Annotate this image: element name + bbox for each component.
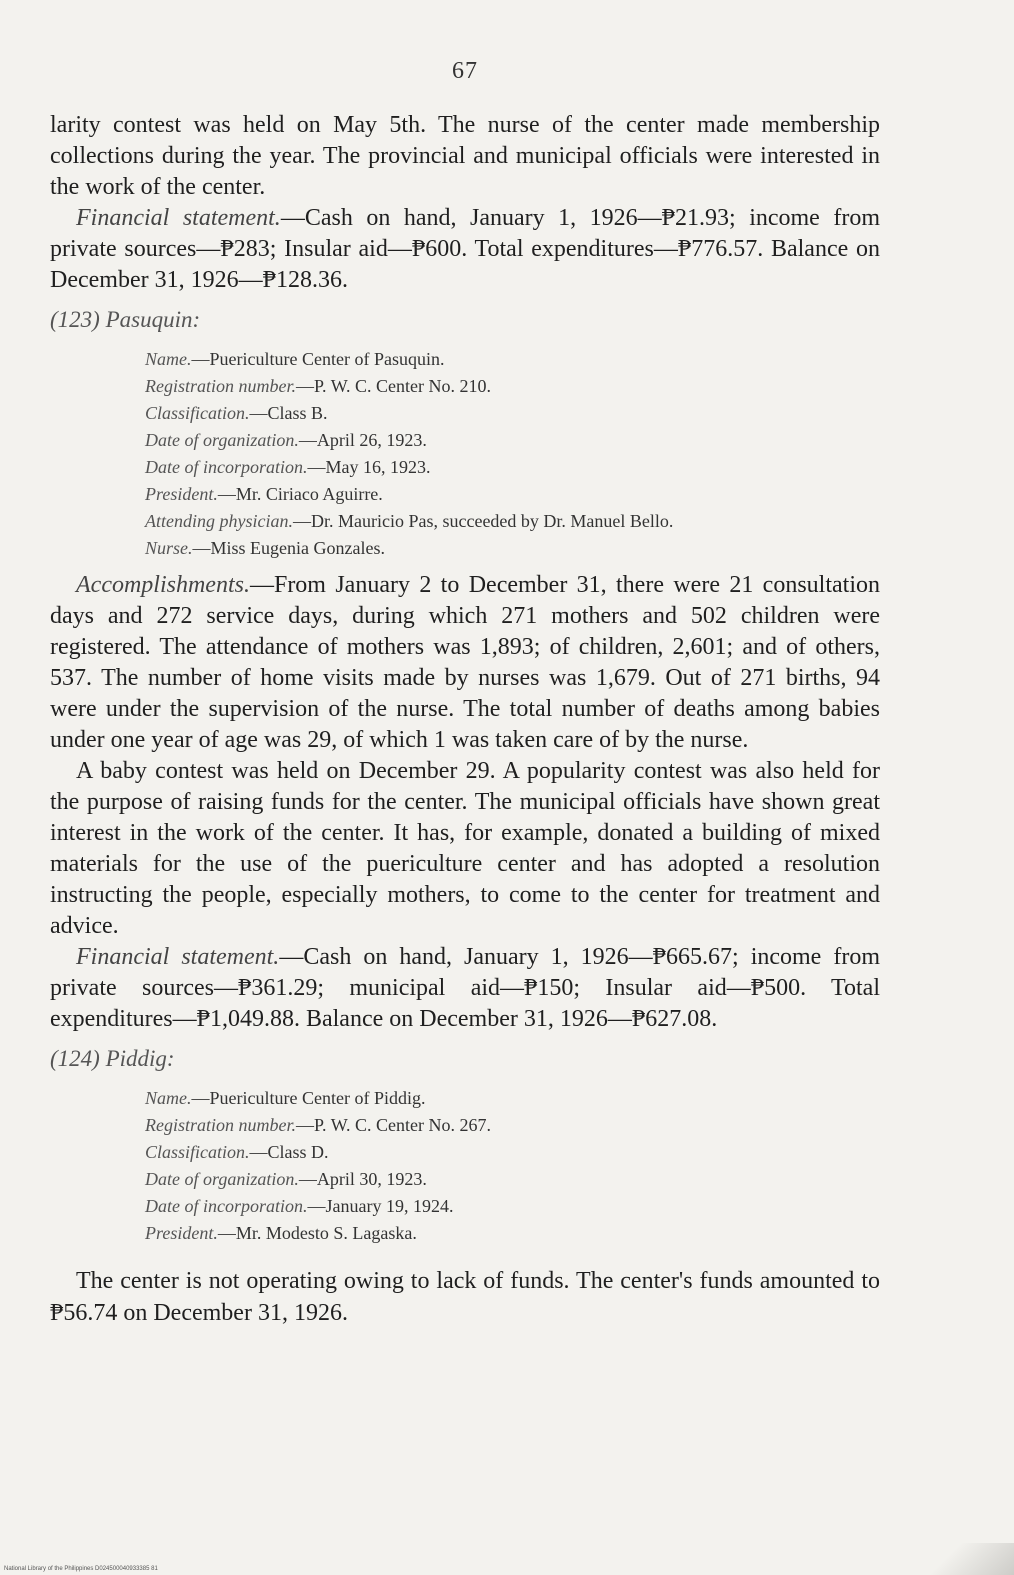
closing-paragraph: The center is not operating owing to lack of funds. The center's funds amounted to ₱56.74 on December 31, 1926. bbox=[50, 1268, 880, 1326]
intro-paragraph: larity contest was held on May 5th. The nurse of the center made membership collections during the year. The provincial and municipal officials were interested in the work of the center. bbox=[50, 112, 880, 200]
detail-item bbox=[145, 1139, 880, 1166]
detail-label: Nurse. bbox=[145, 538, 193, 558]
detail-item bbox=[145, 454, 880, 481]
detail-label: Classification. bbox=[145, 1142, 250, 1162]
detail-item bbox=[145, 373, 880, 400]
detail-item bbox=[145, 535, 880, 562]
detail-item bbox=[145, 1220, 880, 1247]
detail-label: Registration number. bbox=[145, 376, 296, 396]
detail-value: —April 30, 1923. bbox=[298, 1169, 427, 1189]
detail-value: —Miss Eugenia Gonzales. bbox=[192, 538, 385, 558]
detail-label: President. bbox=[145, 1223, 218, 1243]
financial-statement-text: —Cash on hand, January 1, 1926—₱21.93; income from private sources—₱283; Insular aid—₱600. Total expenditures—₱776.57. Balance on December 31, 1926—₱128.36. bbox=[50, 205, 880, 293]
detail-item bbox=[145, 1085, 880, 1112]
contest-paragraph: A baby contest was held on December 29. A popularity contest was also held for the purpose of raising funds for the center. The municipal officials have shown great interest in the work of the center. It has, for example, donated a building of mixed materials for the use of the puericulture center and has adopted a resolution instructing the people, especially mothers, to come to the center for treatment and advice. bbox=[50, 758, 880, 939]
detail-value: —April 26, 1923. bbox=[298, 430, 427, 450]
detail-label: President. bbox=[145, 484, 218, 504]
detail-value: —Class D. bbox=[249, 1142, 329, 1162]
detail-item bbox=[145, 1166, 880, 1193]
pasuquin-details-list bbox=[145, 346, 880, 562]
detail-value: —May 16, 1923. bbox=[307, 457, 431, 477]
financial-statement-text: —Cash on hand, January 1, 1926—₱665.67; income from private sources—₱361.29; municipal aid—₱150; Insular aid—₱500. Total expenditures—₱1,049.88. Balance on December 31, 1926—₱627.08. bbox=[50, 944, 880, 1032]
detail-value: —Puericulture Center of Piddig. bbox=[191, 1088, 426, 1108]
intro-financial-statement bbox=[50, 203, 880, 296]
detail-item bbox=[145, 400, 880, 427]
detail-label: Attending physician. bbox=[145, 511, 293, 531]
detail-item bbox=[145, 508, 880, 535]
detail-value: —P. W. C. Center No. 267. bbox=[296, 1115, 492, 1135]
detail-value: —Puericulture Center of Pasuquin. bbox=[191, 349, 445, 369]
accomplishments-paragraph bbox=[50, 570, 880, 756]
detail-label: Classification. bbox=[145, 403, 250, 423]
detail-value: —January 19, 1924. bbox=[307, 1196, 454, 1216]
detail-label: Date of organization. bbox=[145, 430, 299, 450]
scan-corner-shadow bbox=[904, 1543, 1014, 1575]
detail-label: Date of incorporation. bbox=[145, 1196, 308, 1216]
accomplishments-label: Accomplishments. bbox=[76, 572, 250, 598]
detail-value: —Class B. bbox=[249, 403, 328, 423]
detail-label: Date of incorporation. bbox=[145, 457, 308, 477]
financial-statement-label: Financial statement. bbox=[76, 944, 280, 970]
library-footer-note: National Library of the Philippines D024500040933385 81 bbox=[4, 1566, 158, 1572]
detail-label: Name. bbox=[145, 1088, 192, 1108]
pasuquin-financial-statement bbox=[50, 942, 880, 1035]
section-number: (124) bbox=[50, 1046, 100, 1071]
detail-value: —Mr. Ciriaco Aguirre. bbox=[217, 484, 383, 504]
section-title: Pasuquin: bbox=[105, 307, 201, 332]
detail-value: —Mr. Modesto S. Lagaska. bbox=[217, 1223, 417, 1243]
financial-statement-label: Financial statement. bbox=[76, 205, 281, 231]
detail-value: —Dr. Mauricio Pas, succeeded by Dr. Manuel Bello. bbox=[292, 511, 674, 531]
section-number: (123) bbox=[50, 307, 100, 332]
detail-label: Registration number. bbox=[145, 1115, 296, 1135]
detail-item bbox=[145, 481, 880, 508]
piddig-details-list bbox=[145, 1085, 880, 1247]
page-number: 67 bbox=[452, 58, 478, 84]
detail-value: —P. W. C. Center No. 210. bbox=[296, 376, 492, 396]
detail-item bbox=[145, 1112, 880, 1139]
detail-label: Date of organization. bbox=[145, 1169, 299, 1189]
accomplishments-text: —From January 2 to December 31, there were 21 consultation days and 272 service days, during which 271 mothers and 502 children were registered. The attendance of mothers was 1,893; of children, 2,601; and of others, 537. The number of home visits made by nurses was 1,679. Out of 271 births, 94 were under the supervision of the nurse. The total number of deaths among babies under one year of age was 29, of which 1 was taken care of by the nurse. bbox=[50, 572, 880, 753]
detail-item bbox=[145, 1193, 880, 1220]
detail-item bbox=[145, 346, 880, 373]
page-body bbox=[50, 110, 880, 1329]
section-title: Piddig: bbox=[105, 1046, 175, 1071]
section-heading-piddig bbox=[50, 1045, 880, 1073]
detail-item bbox=[145, 427, 880, 454]
detail-label: Name. bbox=[145, 349, 192, 369]
section-heading-pasuquin bbox=[50, 306, 880, 334]
